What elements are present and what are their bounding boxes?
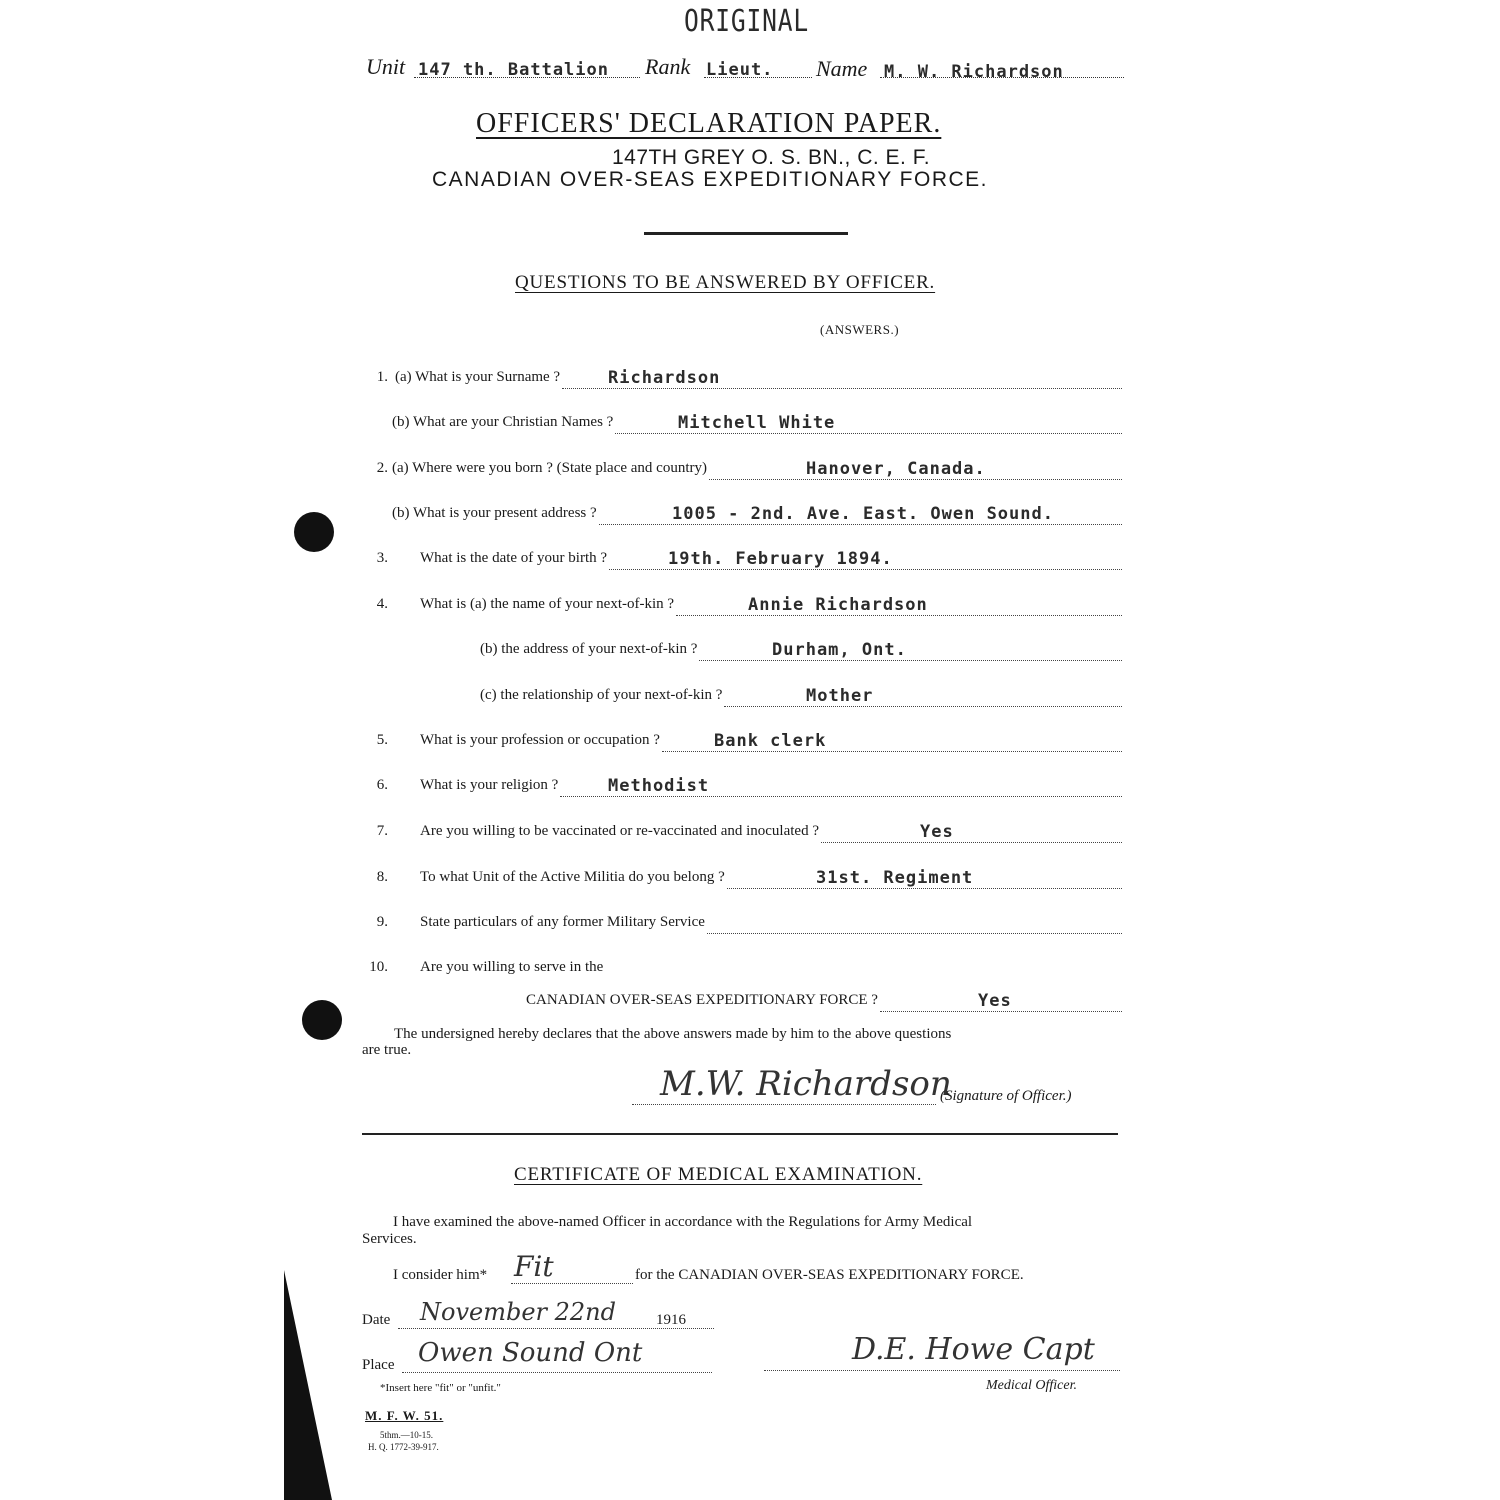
answer-value: Mitchell White <box>678 413 836 433</box>
form-code: M. F. W. 51. <box>365 1408 444 1423</box>
date-value: November 22nd <box>420 1298 616 1326</box>
medical-paragraph-end: Services. <box>362 1231 417 1247</box>
battalion-subtitle: 147TH GREY O. S. BN., C. E. F. <box>612 146 931 169</box>
answer-line <box>821 842 1122 843</box>
answer-line <box>724 706 1122 707</box>
answer-value: Yes <box>978 991 1012 1011</box>
answer-value: Yes <box>920 822 954 842</box>
answer-line <box>615 433 1122 434</box>
footnote: *Insert here "fit" or "unfit." <box>380 1382 501 1394</box>
question-text: What is (a) the name of your next-of-kin ? <box>420 596 675 612</box>
officer-signature: M.W. Richardson <box>660 1064 952 1104</box>
answer-line <box>727 888 1122 889</box>
question-row <box>360 867 1122 891</box>
question-text: What is your religion ? <box>420 777 559 793</box>
question-text: To what Unit of the Active Militia do you belong ? <box>420 869 725 885</box>
place-label: Place <box>362 1357 395 1373</box>
question-text: Are you willing to be vaccinated or re-vaccinated and inoculated ? <box>420 823 819 839</box>
question-row <box>360 821 1122 845</box>
answer-line <box>707 933 1122 934</box>
question-row <box>360 503 1122 527</box>
question-number: 5. <box>376 732 388 748</box>
question-number: 8. <box>376 869 388 885</box>
questions-heading: QUESTIONS TO BE ANSWERED BY OFFICER. <box>515 272 936 293</box>
force-subtitle: CANADIAN OVER-SEAS EXPEDITIONARY FORCE. <box>432 168 988 191</box>
question-text: (b) What are your Christian Names ? <box>392 414 614 430</box>
unit-label: Unit <box>366 54 406 79</box>
answer-value: 1005 - 2nd. Ave. East. Owen Sound. <box>672 504 1054 524</box>
consider-suffix: for the CANADIAN OVER-SEAS EXPEDITIONARY FORCE. <box>635 1267 1024 1283</box>
declaration-text: The undersigned hereby declares that the above answers made by him to the above questions <box>394 1026 952 1042</box>
medical-officer-caption: Medical Officer. <box>986 1378 1077 1393</box>
answer-value: 19th. February 1894. <box>668 549 893 569</box>
answer-line <box>699 660 1122 661</box>
medical-officer-signature: D.E. Howe Capt <box>852 1332 1095 1367</box>
question-row <box>360 990 1122 1014</box>
question-row <box>360 957 1122 981</box>
answer-line <box>676 615 1122 616</box>
medical-paragraph: I have examined the above-named Officer in accordance with the Regulations for Army Medical <box>393 1214 973 1230</box>
medical-heading: CERTIFICATE OF MEDICAL EXAMINATION. <box>514 1164 923 1185</box>
question-row <box>360 730 1122 754</box>
print-line-2: H. Q. 1772-39-917. <box>368 1442 439 1452</box>
question-text: (b) the address of your next-of-kin ? <box>480 641 698 657</box>
date-label: Date <box>362 1312 391 1328</box>
question-number: 7. <box>376 823 388 839</box>
question-row <box>360 548 1122 572</box>
answer-value: Richardson <box>608 368 721 388</box>
question-number: 9. <box>376 914 388 930</box>
question-text: (b) What is your present address ? <box>392 505 597 521</box>
section-rule <box>362 1133 1118 1135</box>
question-number: 3. <box>376 550 388 566</box>
answer-line <box>709 479 1122 480</box>
question-text: What is the date of your birth ? <box>420 550 608 566</box>
divider <box>644 232 848 235</box>
answer-value: Hanover, Canada. <box>806 459 986 479</box>
name-label: Name <box>816 56 868 81</box>
answer-line <box>662 751 1122 752</box>
original-stamp: ORIGINAL <box>684 4 810 39</box>
answer-line <box>562 388 1122 389</box>
question-number: 6. <box>376 777 388 793</box>
question-row <box>360 367 1122 391</box>
question-row <box>360 458 1122 482</box>
place-value: Owen Sound Ont <box>418 1338 643 1368</box>
answer-value: Mother <box>806 686 874 706</box>
question-number: 1. <box>376 369 388 385</box>
question-row <box>360 412 1122 436</box>
question-text: Are you willing to serve in the <box>420 959 604 975</box>
answer-value: Durham, Ont. <box>772 640 907 660</box>
question-row <box>360 594 1122 618</box>
answers-heading: (ANSWERS.) <box>820 322 900 337</box>
fitness-verdict: Fit <box>514 1250 554 1283</box>
answer-value: Annie Richardson <box>748 595 928 615</box>
answer-value: Bank clerk <box>714 731 827 751</box>
answer-value: 31st. Regiment <box>816 868 974 888</box>
punch-hole <box>294 512 334 552</box>
name-value: M. W. Richardson <box>884 62 1064 82</box>
date-year: 1916 <box>656 1312 686 1328</box>
print-line-1: 5thm.—10-15. <box>380 1430 433 1440</box>
document-title: OFFICERS' DECLARATION PAPER. <box>476 108 942 139</box>
answer-line <box>609 569 1122 570</box>
scan-edge-shadow <box>284 1270 332 1500</box>
question-row <box>360 912 1122 936</box>
question-row <box>360 639 1122 663</box>
declaration-text-end: are true. <box>362 1042 412 1058</box>
unit-value: 147 th. Battalion <box>418 60 609 80</box>
rank-label: Rank <box>645 54 691 79</box>
consider-prefix: I consider him* <box>393 1267 488 1283</box>
question-text: (a) What is your Surname ? <box>395 369 561 385</box>
question-number: 4. <box>376 596 388 612</box>
question-row <box>360 685 1122 709</box>
rank-value: Lieut. <box>706 60 774 80</box>
question-text: What is your profession or occupation ? <box>420 732 660 748</box>
question-text: (a) Where were you born ? (State place and country) <box>392 460 707 476</box>
answer-line <box>599 524 1122 525</box>
question-number: 10. <box>369 959 388 975</box>
answer-value: Methodist <box>608 776 710 796</box>
answer-line <box>560 796 1122 797</box>
officer-signature-caption: (Signature of Officer.) <box>940 1088 1072 1104</box>
punch-hole <box>302 1000 342 1040</box>
answer-line <box>880 1011 1122 1012</box>
question-text: State particulars of any former Military Service <box>420 914 705 930</box>
question-number: 2. <box>376 460 388 476</box>
question-row <box>360 775 1122 799</box>
question-text: CANADIAN OVER-SEAS EXPEDITIONARY FORCE ? <box>526 992 878 1008</box>
question-text: (c) the relationship of your next-of-kin ? <box>480 687 723 703</box>
